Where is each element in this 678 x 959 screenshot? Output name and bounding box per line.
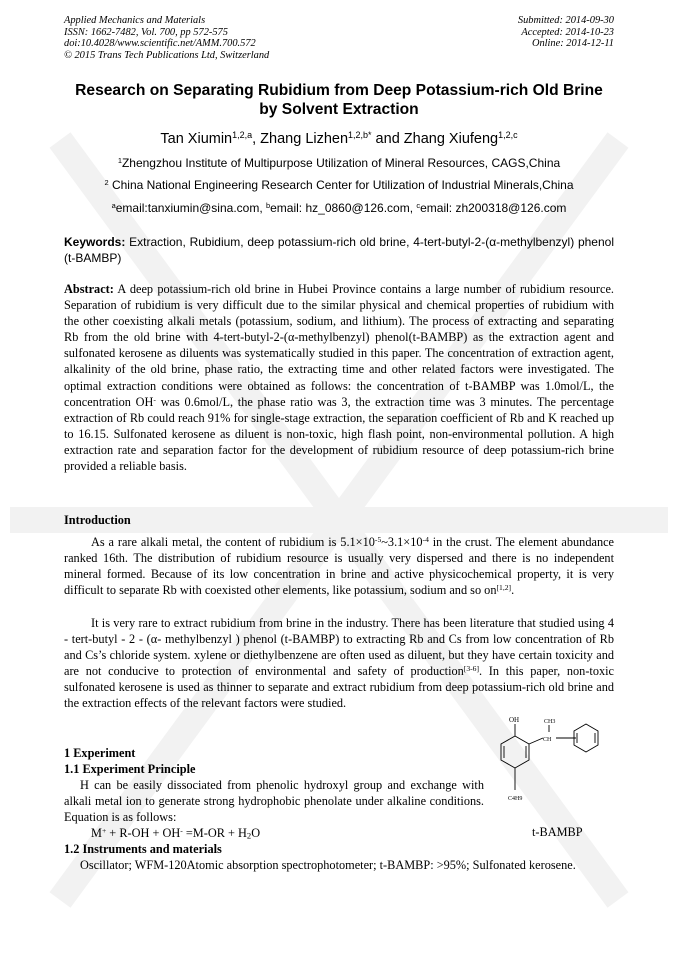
keywords-label: Keywords: xyxy=(64,235,126,249)
introduction-paragraph-1 xyxy=(64,534,614,598)
email-a: email:tanxiumin@sina.com, xyxy=(115,201,266,215)
email-b-sup: b xyxy=(265,200,271,210)
intro-p1-ref: [1,2] xyxy=(496,583,512,593)
abstract-text-2: was 0.6mol/L, the phase ratio was 3, the extraction time was 3 minutes. The percentage extraction of Rb could reach 91% for single-stage extraction, the separation coefficient of Rb and K reached up to 16.15. Sulfonated kerosene as diluent is non-toxic, high flash point, non-environmental pollution. A high extraction rate and separation factor for the development of rubidium resource of deep potassium-rich brine provided a reliable basis. xyxy=(64,394,614,474)
author-list xyxy=(40,130,638,148)
intro-p1-c: in the crust. The element abundance ranked 16th. The distribution of rubidium resource is usually very dispersed and there is no independent mineral formed. Because of its low concentration in brine and active physicochemical property, it is very difficult to separate Rb with coexisted other elements, like potassium, sodium and so on xyxy=(64,535,615,598)
c4h9-label: C4H9 xyxy=(508,796,523,802)
eq-part-c: =M-OR + H xyxy=(182,826,247,840)
doi: doi:10.4028/www.scientific.net/AMM.700.572 xyxy=(64,38,256,50)
intro-p2-a: It is very rare to extract rubidium from brine in the industry. There has been literature that studied using 4 - tert-butyl - 2 - (α- methylbenzyl ) phenol (t-BAMBP) to extracting Rb and Cs from low concentration of Rb and Cs’s chloride system. xylene or diethylbenzene are often used as diluent, but they have certain toxicity and are not conducive to protection of environmental and safety of production xyxy=(64,616,614,679)
author-2: Zhang Lizhen xyxy=(260,131,349,147)
intro-p1-sup1: -5 xyxy=(374,534,382,544)
keywords xyxy=(64,235,614,266)
experiment-principle-paragraph: H can be easily dissociated from phenolic hydroxyl group and exchange with alkali metal ion to generate strong hydrophobic phenolate under alkaline conditions. Equation is as follows: xyxy=(64,778,484,825)
abstract-label: Abstract: xyxy=(64,282,114,296)
structure-bonds xyxy=(501,724,598,790)
dates-header xyxy=(518,15,614,50)
email-c-sup: c xyxy=(416,200,421,210)
tbambp-structure xyxy=(488,714,618,806)
intro-p1-b: ~3.1×10 xyxy=(381,535,423,549)
affiliation-2-text: China National Engineering Research Center for Utilization of Industrial Minerals,China xyxy=(108,178,574,192)
affiliation-2 xyxy=(40,178,638,192)
eq-sup-2: - xyxy=(180,825,183,835)
journal-header xyxy=(64,15,269,61)
author-2-sup: 1,2,b* xyxy=(348,130,372,141)
author-1: Tan Xiumin xyxy=(160,131,233,147)
issn: ISSN: 1662-7482, Vol. 700, pp 572-575 xyxy=(64,26,228,38)
online-date: Online: 2014-12-11 xyxy=(531,38,614,50)
eq-part-b: + R-OH + OH xyxy=(106,826,181,840)
eq-sub: 2 xyxy=(246,830,252,841)
author-1-sup: 1,2,a xyxy=(232,130,253,141)
submitted-date: Submitted: 2014-09-30 xyxy=(517,15,614,26)
ch-label: CH xyxy=(543,737,552,743)
keywords-text: Extraction, Rubidium, deep potassium-rich old brine, 4-tert-butyl-2-(α-methylbenzyl) phenol (t-BAMBP) xyxy=(64,235,614,265)
intro-p1-end: . xyxy=(511,583,515,598)
structure-caption: t-BAMBP xyxy=(532,825,583,839)
introduction-paragraph-2 xyxy=(64,615,614,712)
intro-p1-a: As a rare alkali metal, the content of rubidium is 5.1×10 xyxy=(91,535,375,549)
title-line-1: Research on Separating Rubidium from Deep Potassium-rich Old Brine xyxy=(75,82,603,99)
affiliation-1 xyxy=(40,156,638,170)
email-c: email: zh200318@126.com xyxy=(420,201,567,215)
author-3-sup: 1,2,c xyxy=(498,130,518,141)
copyright: © 2015 Trans Tech Publications Ltd, Switzerland xyxy=(64,49,270,61)
journal-name: Applied Mechanics and Materials xyxy=(64,15,206,26)
author-3: Zhang Xiufeng xyxy=(403,131,499,147)
experiment-heading: 1 Experiment xyxy=(64,746,136,760)
eq-part-a: M xyxy=(91,826,102,840)
abstract-text-1: A deep potassium-rich old brine in Hubei Province contains a large number of rubidium resource. Separation of rubidium is very difficult due to the similar physical and chemical properties of rubidium with the other coexisting alkali metals (potassium, sodium, and lithium). The process of extracting and separating Rb from the old brine with 4-tert-butyl-2-(α-methylbenzyl) phenol(t-BAMBP) as the extraction agent and sulfonated kerosene as diluents was systematically studied in this paper. The concentration of extraction agent, alkalinity of the old brine, phase ratio, the extracting time and other related factors were investigated. The optimal extraction conditions were obtained as follows: the concentration of t-BAMBP was 1.0mol/L, the concentration OH xyxy=(64,282,614,409)
oh-label: OH xyxy=(509,716,520,724)
experiment-principle-heading: 1.1 Experiment Principle xyxy=(64,762,196,776)
paper-title xyxy=(40,81,638,119)
intro-p1-sup2: -4 xyxy=(422,534,429,544)
instruments-paragraph: Oscillator; WFM-120Atomic absorption spectrophotometer; t-BAMBP: >95%; Sulfonated kerosene. xyxy=(80,858,576,872)
ch3-label: CH3 xyxy=(544,719,556,725)
email-a-sup: a xyxy=(111,200,116,210)
affiliation-2-sup: 2 xyxy=(104,177,109,187)
abstract-sup: - xyxy=(153,394,156,404)
affiliation-1-text: Zhengzhou Institute of Multipurpose Utilization of Mineral Resources, CAGS,China xyxy=(121,156,561,170)
intro-p2-b: . In this paper, non-toxic sulfonated kerosene is used as thinner to separate and extract rubidium from deep potassium-rich old brine and the extraction effects of the relevant factors were studied. xyxy=(64,664,614,711)
eq-sup-1: + xyxy=(101,825,107,835)
instruments-heading: 1.2 Instruments and materials xyxy=(64,842,222,856)
affiliation-1-sup: 1 xyxy=(117,155,122,165)
eq-part-d: O xyxy=(251,826,261,840)
email-line xyxy=(40,201,638,215)
email-b: email: hz_0860@126.com, xyxy=(270,201,417,215)
reaction-equation xyxy=(91,826,260,841)
author-sep-1: , xyxy=(252,131,261,147)
author-sep-2: and xyxy=(371,131,404,147)
introduction-heading: Introduction xyxy=(64,513,131,527)
title-line-2: by Solvent Extraction xyxy=(259,101,419,118)
accepted-date: Accepted: 2014-10-23 xyxy=(521,26,614,38)
abstract xyxy=(64,281,614,474)
intro-p2-ref: [3-6] xyxy=(463,664,480,674)
